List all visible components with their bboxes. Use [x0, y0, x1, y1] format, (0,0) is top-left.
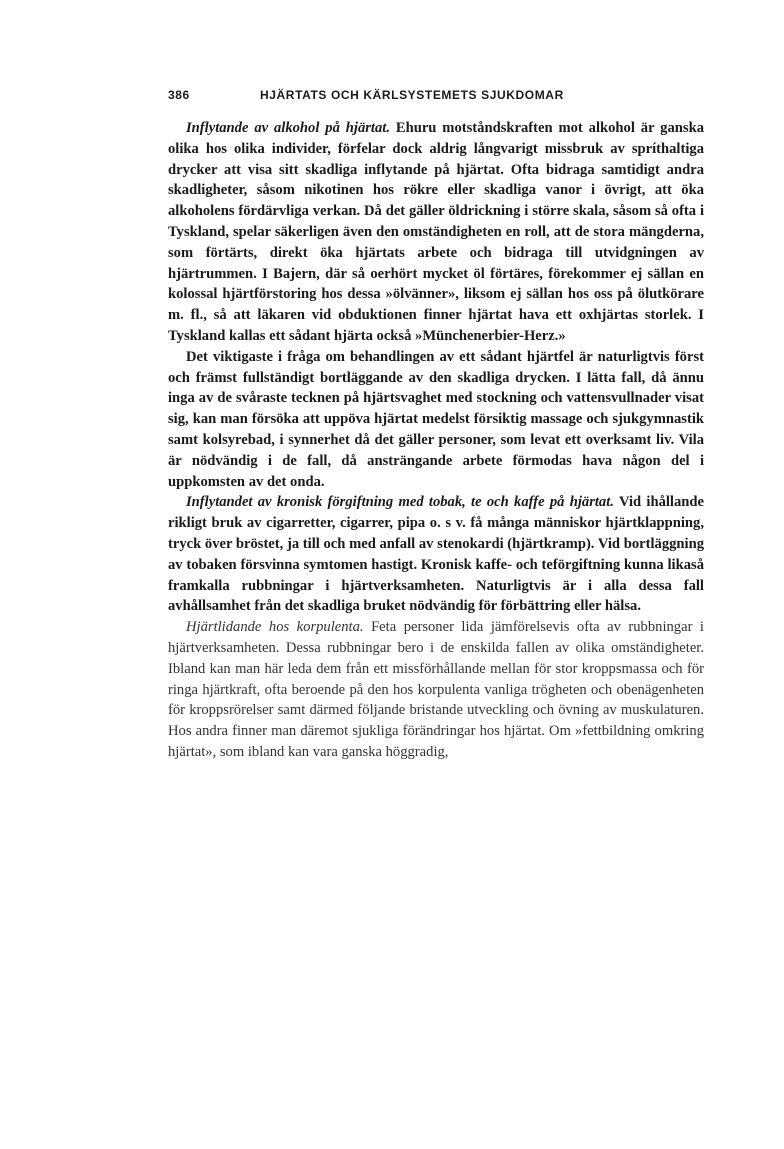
paragraph-corpulence: [168, 617, 704, 763]
paragraph-tobacco: [168, 492, 704, 617]
book-page: [168, 88, 704, 763]
paragraph-text: Vid ihållande rikligt bruk av cigarretter, cigarrer, pipa o. s v. få många människor hjärtklappning, tryck över bröstet, ja till och med anfall av stenokardi (hjärtkramp). Vid bortläggning av tobaken försvinna symtomen hastigt. Kronisk kaffe- och teförgiftning kunna likaså framkalla rubbningar i hjärtverksamheten. Naturligtvis är i alla dessa fall avhållsamhet från det skadliga bruket nödvändig för förbättring eller hälsa.: [168, 494, 704, 615]
paragraph-lead: Hjärtlidande hos korpulenta.: [186, 619, 364, 636]
paragraph-text: Ehuru motståndskraften mot alkohol är ganska olika hos olika individer, förfelar dock aldrig långvarigt missbruk av spríthaltiga drycker att visa sitt skadliga inflytande på hjärtat. Ofta bidraga samtidigt andra skadligheter, såsom nikotinen hos rökre eller skadliga vanor i övrigt, att öka alkoholens fördärvliga verkan. Då det gäller öldrickning i större skala, såsom så ofta i Tyskland, spelar säkerligen även den omständigheten en roll, att de stora mängderna, som förtärts, direkt öka hjärtats arbete och bidraga till utvidgningen av hjärtrummen. I Bajern, där så oerhört mycket öl förtäres, förekommer ej sällan en kolossal hjärtförstoring hos dessa »ölvänner», liksom ej sällan hos oss på ölutkörare m. fl., så att läkaren vid obduktionen finner hjärtat hava ett oxhjärtas storlek. I Tyskland kallas ett sådant hjärta också »Münchenerbier-Herz.»: [168, 120, 704, 344]
running-title: HJÄRTATS OCH KÄRLSYSTEMETS SJUKDOMAR: [260, 88, 564, 102]
paragraph-alcohol: [168, 118, 704, 347]
page-number: 386: [168, 88, 190, 102]
paragraph-treatment: [168, 347, 704, 493]
paragraph-lead: Inflytandet av kronisk förgiftning med tobak, te och kaffe på hjärtat.: [186, 494, 614, 511]
paragraph-text: Feta personer lida jämförelsevis ofta av rubbningar i hjärtverksamheten. Dessa rubbningar bero i de enskilda fallen av olika omständigheter. Ibland kan man här leda dem från ett missförhållande mellan för stor kroppsmassa och för ringa hjärtkraft, ofta beroende på den hos korpulenta vanliga trögheten och obenägenheten för kroppsrörelser samt därmed följande bristande utveckling och övning av muskulaturen. Hos andra finner man däremot sjukliga förändringar hos hjärtat. Om »fettbildning omkring hjärtat», som ibland kan vara ganska höggradig,: [168, 619, 704, 760]
running-head: [168, 88, 704, 102]
paragraph-lead: Inflytande av alkohol på hjärtat.: [186, 120, 390, 136]
paragraph-text: Det viktigaste i fråga om behandlingen av ett sådant hjärtfel är naturligtvis först och främst fullständigt bortläggande av den skadliga drycken. I lätta fall, då ännu inga av de svåraste tecknen på hjärtsvaghet med stockning och vattensvullnader visat sig, kan man försöka att uppöva hjärtat medelst försiktig massage och sjukgymnastik samt kolsyrebad, i synnerhet då det gäller personer, som levat ett overksamt liv. Vila är nödvändig i de fall, då ansträngande arbete förmodas hava någon del i uppkomsten av det onda.: [168, 348, 704, 490]
